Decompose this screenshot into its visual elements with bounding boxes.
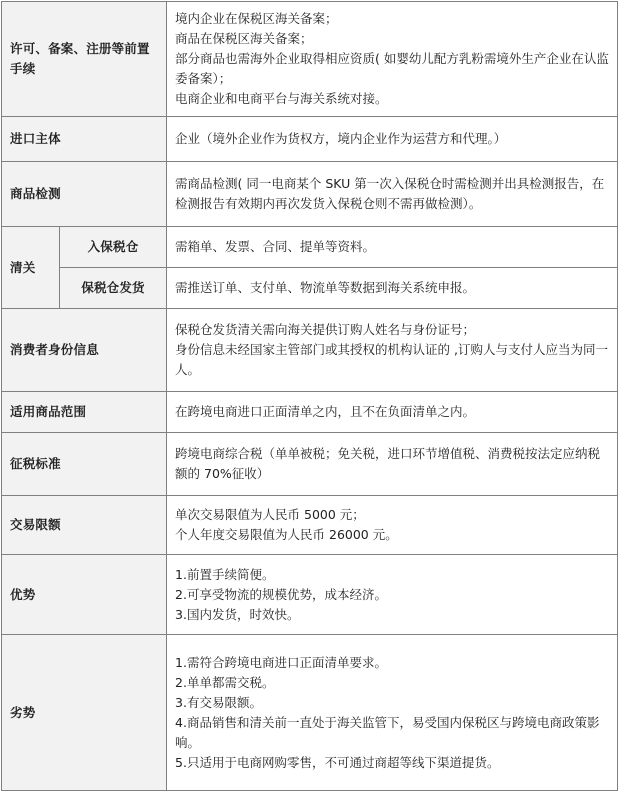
comparison-table xyxy=(1,1,618,791)
table-row-clearance-warehouse-out xyxy=(2,268,618,309)
row-content-advantages xyxy=(167,555,618,635)
table-row-inspection xyxy=(2,162,618,227)
content-line: 跨境电商综合税（单单被税；免关税，进口环节增值税、消费税按法定应纳税额的 70%征收） xyxy=(175,446,601,481)
content-line: 4.商品销售和清关前一直处于海关监管下，易受国内保税区与跨境电商政策影响。 xyxy=(175,714,600,750)
content-line: 部分商品也需海外企业取得相应资质( 如婴幼儿配方乳粉需境外生产企业在认监委备案）； xyxy=(175,51,609,86)
row-label-limits: 交易限额 xyxy=(2,496,167,555)
table-row-identity xyxy=(2,309,618,392)
row-content-identity xyxy=(167,309,618,392)
table-row-importer xyxy=(2,117,618,162)
row-content-disadvantages xyxy=(167,635,618,791)
content-line: 1.前置手续简便。 xyxy=(175,566,275,582)
content-line: 3.有交易限额。 xyxy=(175,694,262,710)
table-row-disadvantages xyxy=(2,635,618,791)
content-line: 需箱单、发票、合同、提单等资料。 xyxy=(175,239,376,254)
table-row-limits xyxy=(2,496,618,555)
row-label-tax: 征税标准 xyxy=(2,433,167,496)
content-line: 身份信息未经国家主管部门或其授权的机构认证的 ,订购人与支付人应当为同一人。 xyxy=(175,342,608,377)
row-label-scope: 适用商品范围 xyxy=(2,392,167,433)
content-line: 1.需符合跨境电商进口正面清单要求。 xyxy=(175,654,387,670)
content-line: 商品在保税区海关备案； xyxy=(175,31,313,46)
row-label-permits: 许可、备案、注册等前置手续 xyxy=(2,2,167,117)
row-content-permits xyxy=(167,2,618,117)
row-content-tax xyxy=(167,433,618,496)
row-label-disadvantages: 劣势 xyxy=(2,635,167,791)
row-content-scope xyxy=(167,392,618,433)
content-line: 2.单单都需交税。 xyxy=(175,674,275,690)
table-row-permits xyxy=(2,2,618,117)
sub-label-warehouse-out: 保税仓发货 xyxy=(60,268,167,309)
row-label-clearance: 清关 xyxy=(2,227,60,309)
content-line: 需商品检测( 同一电商某个 SKU 第一次入保税仓时需检测并出具检测报告，在检测报告有效期内再次发货入保税仓则不需再做检测）。 xyxy=(175,176,605,211)
row-label-advantages: 优势 xyxy=(2,555,167,635)
content-line: 5.只适用于电商网购零售，不可通过商超等线下渠道提货。 xyxy=(175,754,500,770)
content-line: 在跨境电商进口正面清单之内，且不在负面清单之内。 xyxy=(175,404,476,419)
table-row-clearance-warehouse-in xyxy=(2,227,618,268)
content-line: 电商企业和电商平台与海关系统对接。 xyxy=(175,91,388,106)
row-content-warehouse-out xyxy=(167,268,618,309)
content-line: 单次交易限值为人民币 5000 元； xyxy=(175,507,365,522)
row-content-importer xyxy=(167,117,618,162)
row-label-inspection: 商品检测 xyxy=(2,162,167,227)
row-label-importer: 进口主体 xyxy=(2,117,167,162)
content-line: 3.国内发货，时效快。 xyxy=(175,606,300,622)
content-line: 需推送订单、支付单、物流单等数据到海关系统申报。 xyxy=(175,280,476,295)
content-line: 境内企业在保税区海关备案； xyxy=(175,11,338,26)
content-line: 保税仓发货清关需向海关提供订购人姓名与身份证号； xyxy=(175,322,476,337)
table-row-advantages xyxy=(2,555,618,635)
content-line: 企业（境外企业作为货权方，境内企业作为运营方和代理。） xyxy=(175,131,507,146)
row-label-identity: 消费者身份信息 xyxy=(2,309,167,392)
row-content-limits xyxy=(167,496,618,555)
content-line: 2.可享受物流的规模优势，成本经济。 xyxy=(175,586,387,602)
row-content-inspection xyxy=(167,162,618,227)
content-line: 个人年度交易限值为人民币 26000 元。 xyxy=(175,527,398,542)
row-content-warehouse-in xyxy=(167,227,618,268)
table-row-scope xyxy=(2,392,618,433)
sub-label-warehouse-in: 入保税仓 xyxy=(60,227,167,268)
table-row-tax xyxy=(2,433,618,496)
